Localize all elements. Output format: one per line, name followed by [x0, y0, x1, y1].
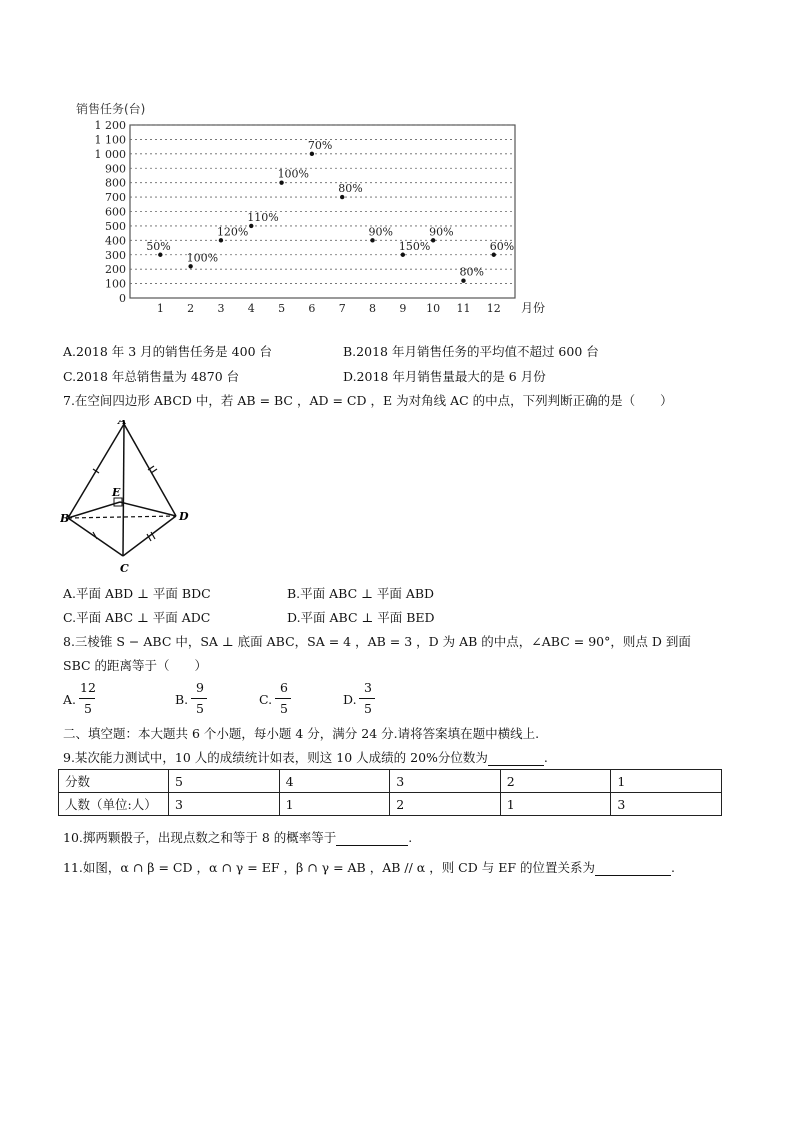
- y-tick-label: 300: [105, 248, 126, 262]
- y-tick-label: 500: [105, 219, 126, 233]
- y-tick-label: 100: [105, 277, 126, 291]
- edge-ac: [123, 424, 124, 556]
- y-tick-label: 200: [105, 263, 126, 277]
- q7-option-b: B.平面 ABC ⊥ 平面 ABD: [287, 586, 435, 601]
- data-label: 70%: [307, 138, 333, 152]
- table-cell: 3: [169, 793, 280, 816]
- q11-answer-blank[interactable]: [595, 860, 671, 876]
- q8-option-d-label: D.: [343, 692, 357, 707]
- x-tick-label: 12: [486, 302, 501, 315]
- x-axis-label: 月份: [521, 301, 546, 315]
- table-cell: 5: [169, 770, 280, 793]
- q7-option-c: C.平面 ABC ⊥ 平面 ADC: [63, 610, 211, 625]
- edge-bd: [68, 516, 176, 518]
- table-cell: 分数: [59, 770, 169, 793]
- label-d: D: [179, 510, 189, 523]
- q8-option-d-den: 5: [364, 701, 372, 716]
- data-point: [431, 238, 435, 242]
- chart-svg: [60, 92, 550, 332]
- q6-option-d: D.2018 年月销售量最大的是 6 月份: [343, 369, 546, 384]
- table-cell: 3: [390, 770, 501, 793]
- q9-answer-blank[interactable]: [488, 750, 544, 766]
- y-axis-label: 销售任务(台): [76, 102, 146, 116]
- data-point: [219, 238, 223, 242]
- label-e: E: [112, 486, 121, 499]
- data-label: 50%: [146, 239, 171, 253]
- x-tick-label: 11: [456, 302, 471, 315]
- data-point: [310, 152, 314, 156]
- q11-stem: 11.如图，α ∩ β = CD ，α ∩ γ = EF ，β ∩ γ = AB ，AB // α ，则 CD 与 EF 的位置关系为 .: [63, 860, 675, 875]
- data-point: [279, 180, 283, 184]
- q7-option-d: D.平面 ABC ⊥ 平面 BED: [287, 610, 435, 625]
- q9-stem: 9.某次能力测试中，10 人的成绩统计如表，则这 10 人成绩的 20%分位数为 .: [63, 750, 548, 765]
- q8-option-c-den: 5: [280, 701, 288, 716]
- data-label: 90%: [368, 225, 393, 239]
- q6-option-a: A.2018 年 3 月的销售任务是 400 台: [63, 344, 272, 359]
- x-tick-label: 7: [338, 302, 346, 315]
- table-row: [59, 793, 722, 816]
- table-cell: 1: [279, 793, 390, 816]
- sales-task-chart: [60, 92, 550, 332]
- data-point: [340, 195, 344, 199]
- x-tick-label: 2: [187, 302, 195, 315]
- y-tick-label: 1 200: [94, 119, 126, 132]
- q8-stem-line1: 8.三棱锥 S − ABC 中，SA ⊥ 底面 ABC，SA = 4 ，AB = 3 ，D 为 AB 的中点，∠ABC = 90°，则点 D 到面: [63, 634, 691, 649]
- x-tick-label: 4: [247, 302, 255, 315]
- x-tick-label: 6: [308, 302, 316, 315]
- x-tick-label: 3: [217, 302, 225, 315]
- y-tick-label: 700: [105, 191, 126, 205]
- q8-option-a-label: A.: [63, 692, 77, 707]
- y-tick-label: 1 100: [94, 133, 126, 147]
- q8-option-c-num: 6: [280, 680, 288, 695]
- q6-option-c: C.2018 年总销售量为 4870 台: [63, 369, 240, 384]
- y-tick-label: 400: [105, 234, 126, 248]
- table-cell: 3: [611, 793, 722, 816]
- y-tick-label: 0: [119, 292, 126, 305]
- y-tick-label: 600: [105, 205, 126, 219]
- q8-option-b: [175, 680, 215, 718]
- data-label: 110%: [247, 210, 279, 224]
- data-label: 150%: [398, 239, 431, 253]
- x-tick-label: 5: [278, 302, 286, 315]
- tetrahedron-svg: [60, 420, 200, 580]
- q9-stem-text: 9.某次能力测试中，10 人的成绩统计如表，则这 10 人成绩的 20%分位数为: [63, 750, 488, 765]
- q10-stem-text: 10.掷两颗骰子，出现点数之和等于 8 的概率等于: [63, 830, 337, 845]
- table-cell: 2: [390, 793, 501, 816]
- data-label: 60%: [489, 239, 515, 253]
- data-point: [492, 253, 496, 257]
- q7-stem: 7.在空间四边形 ABCD 中，若 AB = BC ，AD = CD ，E 为对角线 AC 的中点，下列判断正确的是（ ）: [63, 393, 673, 408]
- data-label: 120%: [216, 225, 249, 239]
- data-label: 90%: [429, 225, 454, 239]
- q8-option-d-num: 3: [364, 680, 372, 695]
- data-label: 80%: [459, 265, 484, 279]
- data-point: [370, 238, 374, 242]
- q8-option-b-num: 9: [196, 680, 204, 695]
- q11-stem-text: 11.如图，α ∩ β = CD ，α ∩ γ = EF ，β ∩ γ = AB ，AB // α ，则 CD 与 EF 的位置关系为: [63, 860, 595, 875]
- data-label: 100%: [186, 251, 219, 265]
- q8-stem-line2: SBC 的距离等于（ ）: [63, 658, 208, 673]
- q8-option-b-den: 5: [196, 701, 204, 716]
- q8-option-c-label: C.: [259, 692, 273, 707]
- q8-option-a-den: 5: [84, 701, 92, 716]
- label-a: A: [118, 420, 127, 427]
- section-2-heading: 二、填空题：本大题共 6 个小题，每小题 4 分，满分 24 分.请将答案填在题中横线上.: [63, 726, 540, 741]
- table-row: [59, 770, 722, 793]
- q8-option-a: [63, 680, 103, 718]
- table-cell: 2: [500, 770, 611, 793]
- table-cell: 1: [611, 770, 722, 793]
- label-c: C: [120, 562, 129, 575]
- edge-cd: [123, 516, 176, 556]
- q10-answer-blank[interactable]: [336, 830, 408, 846]
- data-label: 100%: [277, 167, 310, 181]
- x-tick-label: 8: [369, 302, 377, 315]
- y-tick-label: 900: [105, 162, 126, 176]
- q8-option-b-label: B.: [175, 692, 189, 707]
- x-tick-label: 9: [399, 302, 407, 315]
- tetrahedron-figure: [60, 420, 200, 580]
- table-cell: 人数（单位:人）: [59, 793, 169, 816]
- data-point: [158, 253, 162, 257]
- q10-stem: 10.掷两颗骰子，出现点数之和等于 8 的概率等于 .: [63, 830, 413, 845]
- data-point: [249, 224, 253, 228]
- x-tick-label: 10: [426, 302, 441, 315]
- data-point: [188, 264, 192, 268]
- score-table: [58, 769, 722, 816]
- y-tick-label: 800: [105, 176, 126, 190]
- y-tick-label: 1 000: [94, 147, 126, 161]
- x-tick-label: 1: [156, 302, 164, 315]
- q8-option-a-num: 12: [80, 680, 96, 695]
- q8-option-d: [343, 680, 383, 718]
- data-label: 80%: [338, 182, 363, 196]
- q6-option-b: B.2018 年月销售任务的平均值不超过 600 台: [343, 344, 599, 359]
- edge-de: [120, 502, 176, 516]
- q8-option-c: [259, 680, 299, 718]
- table-cell: 4: [279, 770, 390, 793]
- data-point: [461, 279, 465, 283]
- data-point: [401, 253, 405, 257]
- edge-ad: [124, 424, 176, 516]
- q7-option-a: A.平面 ABD ⊥ 平面 BDC: [63, 586, 211, 601]
- table-cell: 1: [500, 793, 611, 816]
- label-b: B: [60, 512, 70, 525]
